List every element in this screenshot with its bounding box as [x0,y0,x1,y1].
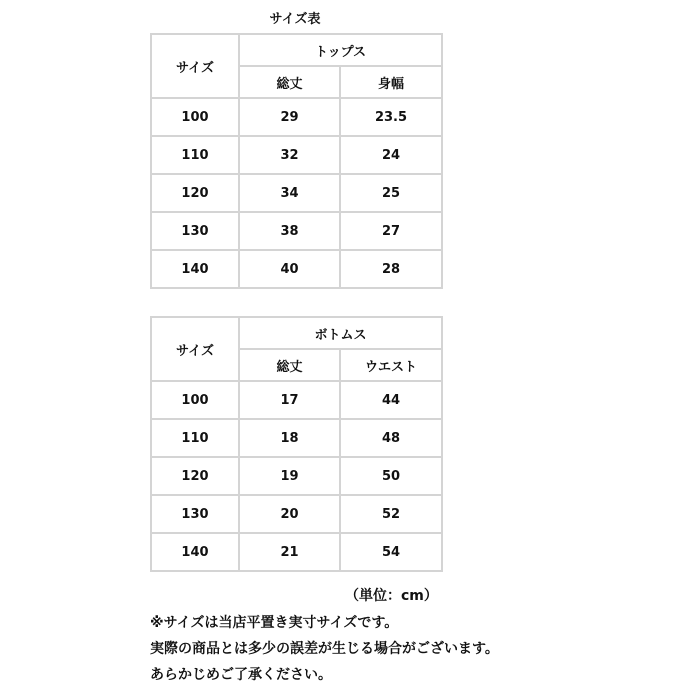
waist-cell: 50 [340,457,442,495]
waist-cell: 44 [340,381,442,419]
size-cell: 130 [151,495,239,533]
size-cell: 100 [151,98,239,136]
table-row [151,419,442,457]
table-row [151,98,442,136]
tops-size-table [150,33,443,289]
waist-cell: 52 [340,495,442,533]
size-cell: 140 [151,250,239,288]
size-cell: 100 [151,381,239,419]
table-row [151,457,442,495]
bottoms-group-header: ボトムス [239,317,442,349]
length-cell: 17 [239,381,340,419]
length-column-header: 総丈 [239,349,340,381]
tops-group-header: トップス [239,34,442,66]
note-line: ※サイズは当店平置き実寸サイズです。 [150,615,399,631]
width-column-header: 身幅 [340,66,442,98]
width-cell: 24 [340,136,442,174]
size-cell: 110 [151,136,239,174]
length-column-header: 総丈 [239,66,340,98]
unit-note: （単位：cm） [345,588,438,604]
size-cell: 140 [151,533,239,571]
width-cell: 25 [340,174,442,212]
size-cell: 120 [151,457,239,495]
length-cell: 21 [239,533,340,571]
length-cell: 40 [239,250,340,288]
notes-block [150,610,690,688]
table-row [151,381,442,419]
length-cell: 32 [239,136,340,174]
waist-cell: 54 [340,533,442,571]
size-column-header: サイズ [151,34,239,98]
length-cell: 20 [239,495,340,533]
size-cell: 130 [151,212,239,250]
waist-cell: 48 [340,419,442,457]
table-row [151,136,442,174]
table-row [151,533,442,571]
size-chart-title: サイズ表 [269,12,321,27]
width-cell: 28 [340,250,442,288]
size-column-header: サイズ [151,317,239,381]
length-cell: 18 [239,419,340,457]
note-line: あらかじめご了承ください。 [150,667,332,683]
length-cell: 38 [239,212,340,250]
waist-column-header: ウエスト [340,349,442,381]
width-cell: 27 [340,212,442,250]
length-cell: 34 [239,174,340,212]
table-row [151,212,442,250]
bottoms-size-table [150,316,443,572]
table-row [151,174,442,212]
width-cell: 23.5 [340,98,442,136]
length-cell: 19 [239,457,340,495]
size-cell: 120 [151,174,239,212]
note-line: 実際の商品とは多少の誤差が生じる場合がございます。 [150,641,499,657]
table-row [151,495,442,533]
size-cell: 110 [151,419,239,457]
length-cell: 29 [239,98,340,136]
table-row [151,250,442,288]
